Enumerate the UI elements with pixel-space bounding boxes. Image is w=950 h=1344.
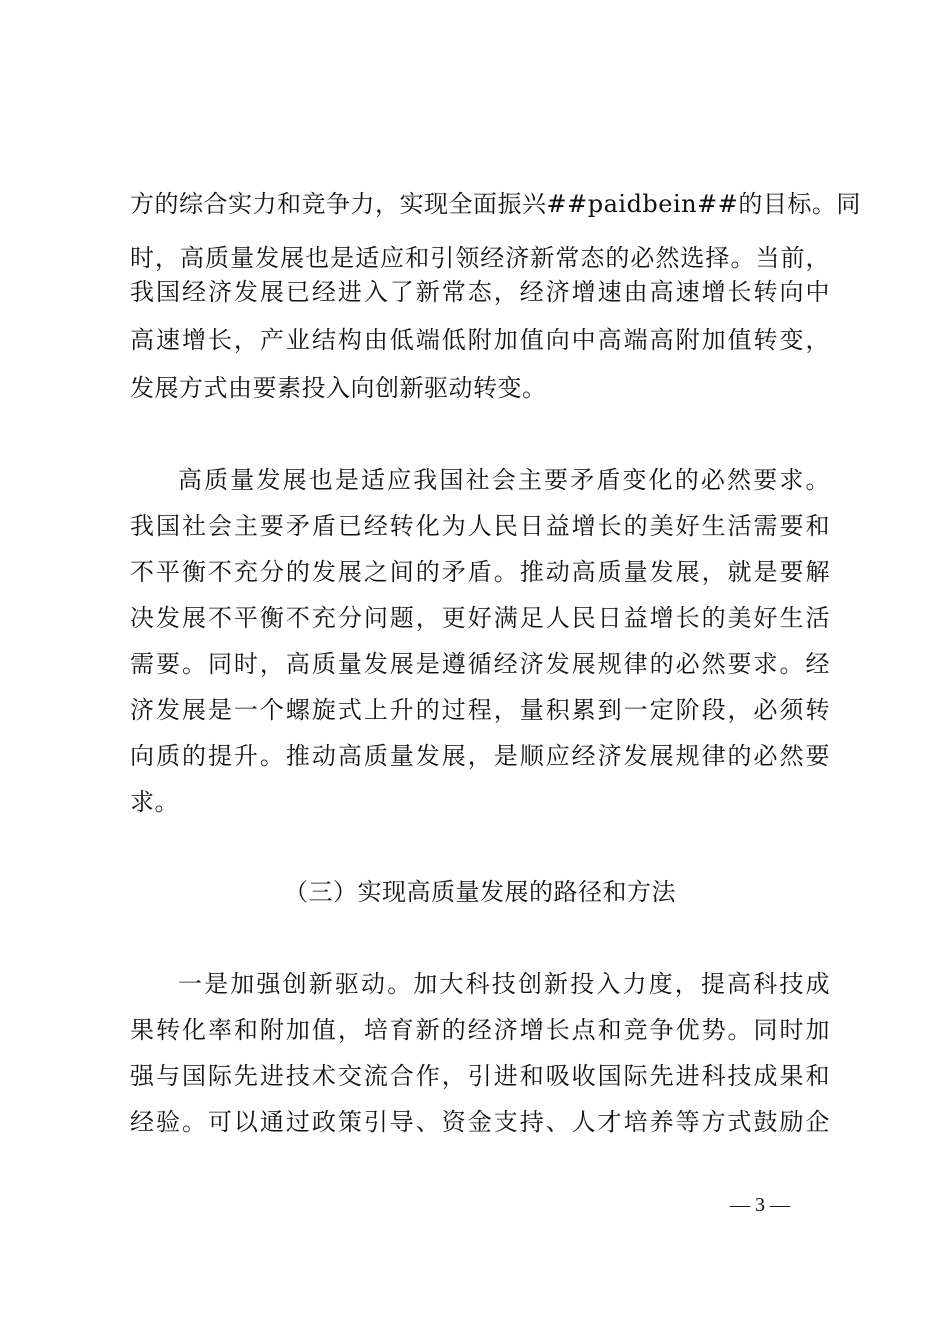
paragraph-line: 一是加强创新驱动。加大科技创新投入力度，提高科技成 [178,970,830,998]
paragraph-line: 高速增长，产业结构由低端低附加值向中高端高附加值转变， [130,326,830,354]
paragraph-line: 不平衡不充分的发展之间的矛盾。推动高质量发展，就是要解 [130,558,830,586]
paragraph-line: 发展方式由要素投入向创新驱动转变。 [130,374,547,402]
paragraph-line: 我国经济发展已经进入了新常态，经济增速由高速增长转向中 [130,278,830,306]
section-heading: （三）实现高质量发展的路径和方法 [284,878,676,906]
paragraph-line: 我国社会主要矛盾已经转化为人民日益增长的美好生活需要和 [130,512,830,540]
paragraph-line: 济发展是一个螺旋式上升的过程，量积累到一定阶段，必须转 [130,696,830,724]
paragraph-line: 决发展不平衡不充分问题，更好满足人民日益增长的美好生活 [130,604,830,632]
paragraph-line: 向质的提升。推动高质量发展，是顺应经济发展规律的必然要 [130,742,830,770]
paragraph-line: 求。 [130,788,179,816]
paragraph-line: 强与国际先进技术交流合作，引进和吸收国际先进科技成果和 [130,1062,830,1090]
paragraph-line: 高质量发展也是适应我国社会主要矛盾变化的必然要求。 [178,466,830,494]
paragraph-line: 果转化率和附加值，培育新的经济增长点和竞争优势。同时加 [130,1016,830,1044]
paragraph-line: 时，高质量发展也是适应和引领经济新常态的必然选择。当前， [130,244,830,272]
paragraph-line: 方的综合实力和竞争力，实现全面振兴##paidbein##的目标。同 [130,190,861,218]
paragraph-line: 需要。同时，高质量发展是遵循经济发展规律的必然要求。经 [130,650,830,678]
page-number: — 3 — [730,1194,790,1216]
paragraph-line: 经验。可以通过政策引导、资金支持、人才培养等方式鼓励企 [130,1108,830,1136]
